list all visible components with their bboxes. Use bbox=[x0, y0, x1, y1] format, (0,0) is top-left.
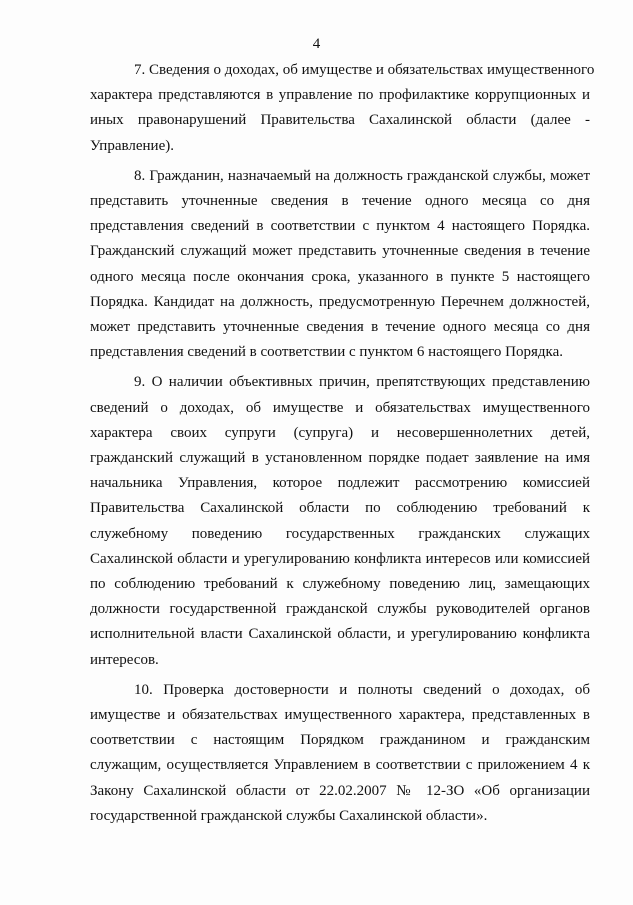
text-line: соответствии с настоящим Порядком гражданином и гражданским bbox=[90, 732, 590, 749]
text-line: 8. Гражданин, назначаемый на должность гражданской службы, может bbox=[134, 167, 590, 184]
paragraph-8 bbox=[90, 164, 590, 366]
text-line: представления сведений в соответствии с пунктом 6 настоящего Порядка. bbox=[90, 344, 563, 361]
text-line: характера своих супруги (супруга) и несовершеннолетних детей, bbox=[90, 424, 590, 441]
text-line: государственной гражданской службы Сахалинской области». bbox=[90, 807, 488, 824]
text-line: Правительства Сахалинской области по соблюдению требований к bbox=[90, 500, 590, 517]
text-line: должности государственной гражданской службы руководителей органов bbox=[90, 601, 590, 618]
text-line: 7. Сведения о доходах, об имуществе и обязательствах имущественного bbox=[134, 62, 595, 78]
text-line: сведений о доходах, об имуществе и обязательствах имущественного bbox=[90, 399, 590, 416]
paragraph-7 bbox=[90, 58, 595, 159]
text-line: начальника Управления, которое подлежит рассмотрению комиссией bbox=[90, 475, 590, 492]
paragraph-10 bbox=[90, 678, 590, 829]
text-line: иных правонарушений Правительства Сахалинской области (далее - bbox=[90, 112, 590, 129]
text-line: представления сведений в соответствии с пунктом 4 настоящего Порядка. bbox=[90, 218, 590, 235]
text-line: по соблюдению требований к служебному поведению лиц, замещающих bbox=[90, 576, 590, 593]
page-number: 4 bbox=[312, 36, 321, 52]
paragraph-9 bbox=[90, 370, 590, 672]
text-line: интересов. bbox=[90, 651, 159, 668]
text-line: характера представляются в управление по профилактике коррупционных и bbox=[90, 87, 590, 104]
text-line: Гражданский служащий может представить уточненные сведения в течение bbox=[90, 243, 590, 260]
text-line: служащим, осуществляется Управлением в соответствии с приложением 4 к bbox=[90, 757, 590, 774]
text-line: Порядка. Кандидат на должность, предусмотренную Перечнем должностей, bbox=[90, 293, 590, 310]
text-line: исполнительной власти Сахалинской области, и урегулированию конфликта bbox=[90, 626, 590, 643]
text-line: гражданский служащий в установленном порядке подает заявление на имя bbox=[90, 450, 590, 467]
text-line: служебному поведению государственных гражданских служащих bbox=[90, 525, 590, 542]
text-line: может представить уточненные сведения в течение одного месяца со дня bbox=[90, 319, 590, 336]
text-line: 10. Проверка достоверности и полноты сведений о доходах, об bbox=[134, 681, 590, 698]
text-line: Управление). bbox=[90, 137, 174, 154]
text-line: одного месяца после окончания срока, указанного в пункте 5 настоящего bbox=[90, 268, 590, 285]
body-text bbox=[90, 58, 595, 834]
text-line: Закону Сахалинской области от 22.02.2007 № 12-ЗО «Об организации bbox=[90, 782, 590, 799]
text-line: имуществе и обязательствах имущественного характера, представленных в bbox=[90, 707, 590, 724]
text-line: 9. О наличии объективных причин, препятствующих представлению bbox=[134, 374, 590, 391]
text-line: Сахалинской области и урегулированию конфликта интересов или комиссией bbox=[90, 550, 590, 567]
text-line: представить уточненные сведения в течение одного месяца со дня bbox=[90, 193, 590, 210]
